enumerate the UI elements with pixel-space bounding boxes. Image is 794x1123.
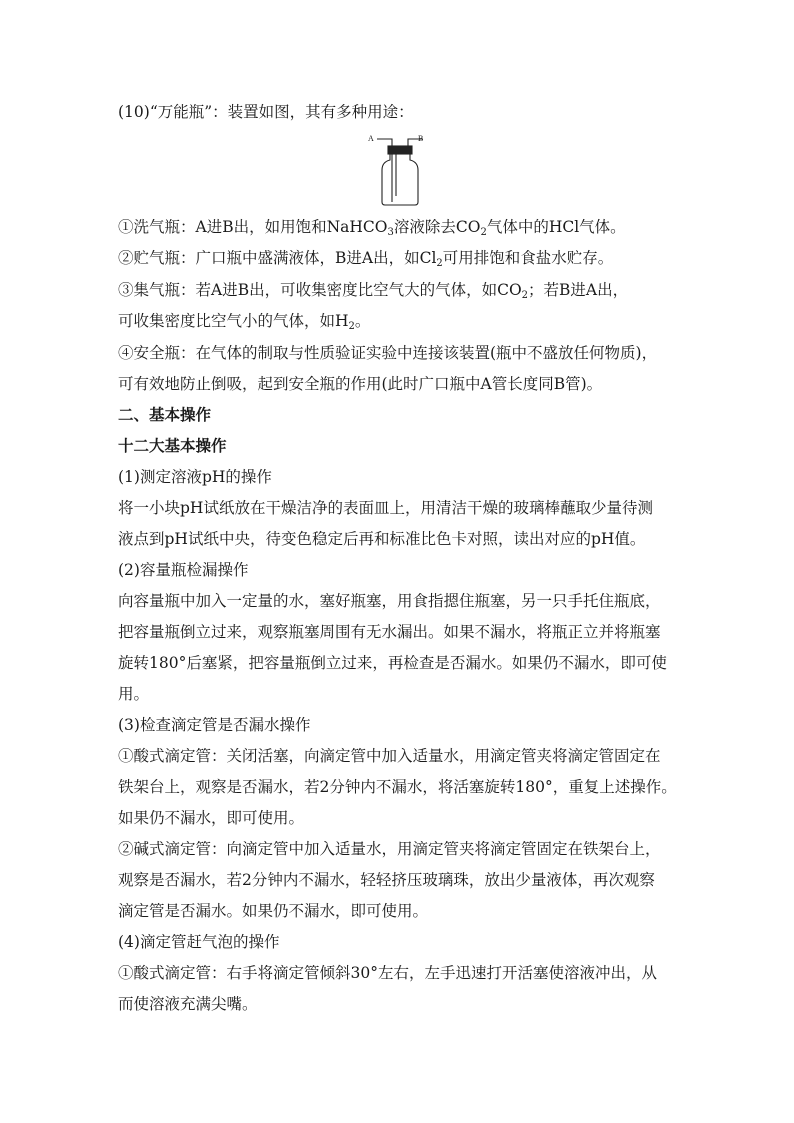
wash-bottle-figure [366, 130, 434, 206]
paragraph-line: 用。 [118, 685, 150, 703]
figure-label-b: B [418, 134, 424, 143]
paragraph-line: 把容量瓶倒立过来，观察瓶塞周围有无水漏出。如果不漏水，将瓶正立并将瓶塞 [118, 623, 661, 641]
usage-safety-bottle-1: ④安全瓶：在气体的制取与性质验证实验中连接该装置(瓶中不盛放任何物质)， [118, 344, 658, 362]
paragraph-line: 而使溶液充满尖嘴。 [118, 995, 258, 1013]
paragraph-line: ①酸式滴定管：关闭活塞，向滴定管中加入适量水，用滴定管夹将滴定管固定在 [118, 747, 661, 765]
paragraph-line: 如果仍不漏水，即可使用。 [118, 809, 305, 827]
figure-label-a: A [368, 134, 374, 143]
paragraph-line: ②碱式滴定管：向滴定管中加入适量水，用滴定管夹将滴定管固定在铁架台上， [118, 840, 661, 858]
paragraph-line: 铁架台上，观察是否漏水，若2分钟内不漏水，将活塞旋转180°，重复上述操作。 [118, 778, 677, 796]
usage-wash-bottle: ①洗气瓶：A进B出，如用饱和NaHCO$_3$溶液除去$CO_2$气体中的HCl气体。 [118, 218, 626, 238]
section-heading: 二、基本操作 [118, 406, 212, 424]
op-1-heading: (1)测定溶液pH的操作 [118, 468, 272, 486]
usage-gas-collection-1: ③集气瓶：若A进B出，可收集密度比空气大的气体，如$CO_2$；若B进A出， [118, 281, 629, 301]
op-4-heading: (4)滴定管赶气泡的操作 [118, 933, 280, 951]
paragraph-line: 观察是否漏水，若2分钟内不漏水，轻轻挤压玻璃珠，放出少量液体，再次观察 [118, 871, 655, 889]
paragraph-line: 向容量瓶中加入一定量的水，塞好瓶塞，用食指摁住瓶塞，另一只手托住瓶底， [118, 592, 661, 610]
subsection-heading: 十二大基本操作 [118, 437, 227, 455]
paragraph-line: 将一小块pH试纸放在干燥洁净的表面皿上，用清洁干燥的玻璃棒蘸取少量待测 [118, 499, 653, 517]
op-3-heading: (3)检查滴定管是否漏水操作 [118, 716, 311, 734]
usage-gas-collection-2: 可收集密度比空气小的气体，如$H_2$。 [118, 312, 371, 332]
usage-safety-bottle-2: 可有效地防止倒吸，起到安全瓶的作用(此时广口瓶中A管长度同B管)。 [118, 375, 603, 393]
wash-bottle-icon [366, 130, 434, 206]
paragraph-line: ①酸式滴定管：右手将滴定管倾斜30°左右，左手迅速打开活塞使溶液冲出，从 [118, 964, 657, 982]
op-2-heading: (2)容量瓶检漏操作 [118, 561, 249, 579]
paragraph-line: 旋转180°后塞紧，把容量瓶倒立过来，再检查是否漏水。如果仍不漏水，即可使 [118, 654, 667, 672]
paragraph-line: 滴定管是否漏水。如果仍不漏水，即可使用。 [118, 902, 429, 920]
item-10-heading: (10)“万能瓶”：装置如图，其有多种用途： [118, 103, 414, 121]
paragraph-line: 液点到pH试纸中央，待变色稳定后再和标准比色卡对照，读出对应的pH值。 [118, 530, 646, 548]
usage-storage-bottle: ②贮气瓶：广口瓶中盛满液体，B进A出，如$Cl_2$可用排饱和食盐水贮存。 [118, 249, 614, 269]
